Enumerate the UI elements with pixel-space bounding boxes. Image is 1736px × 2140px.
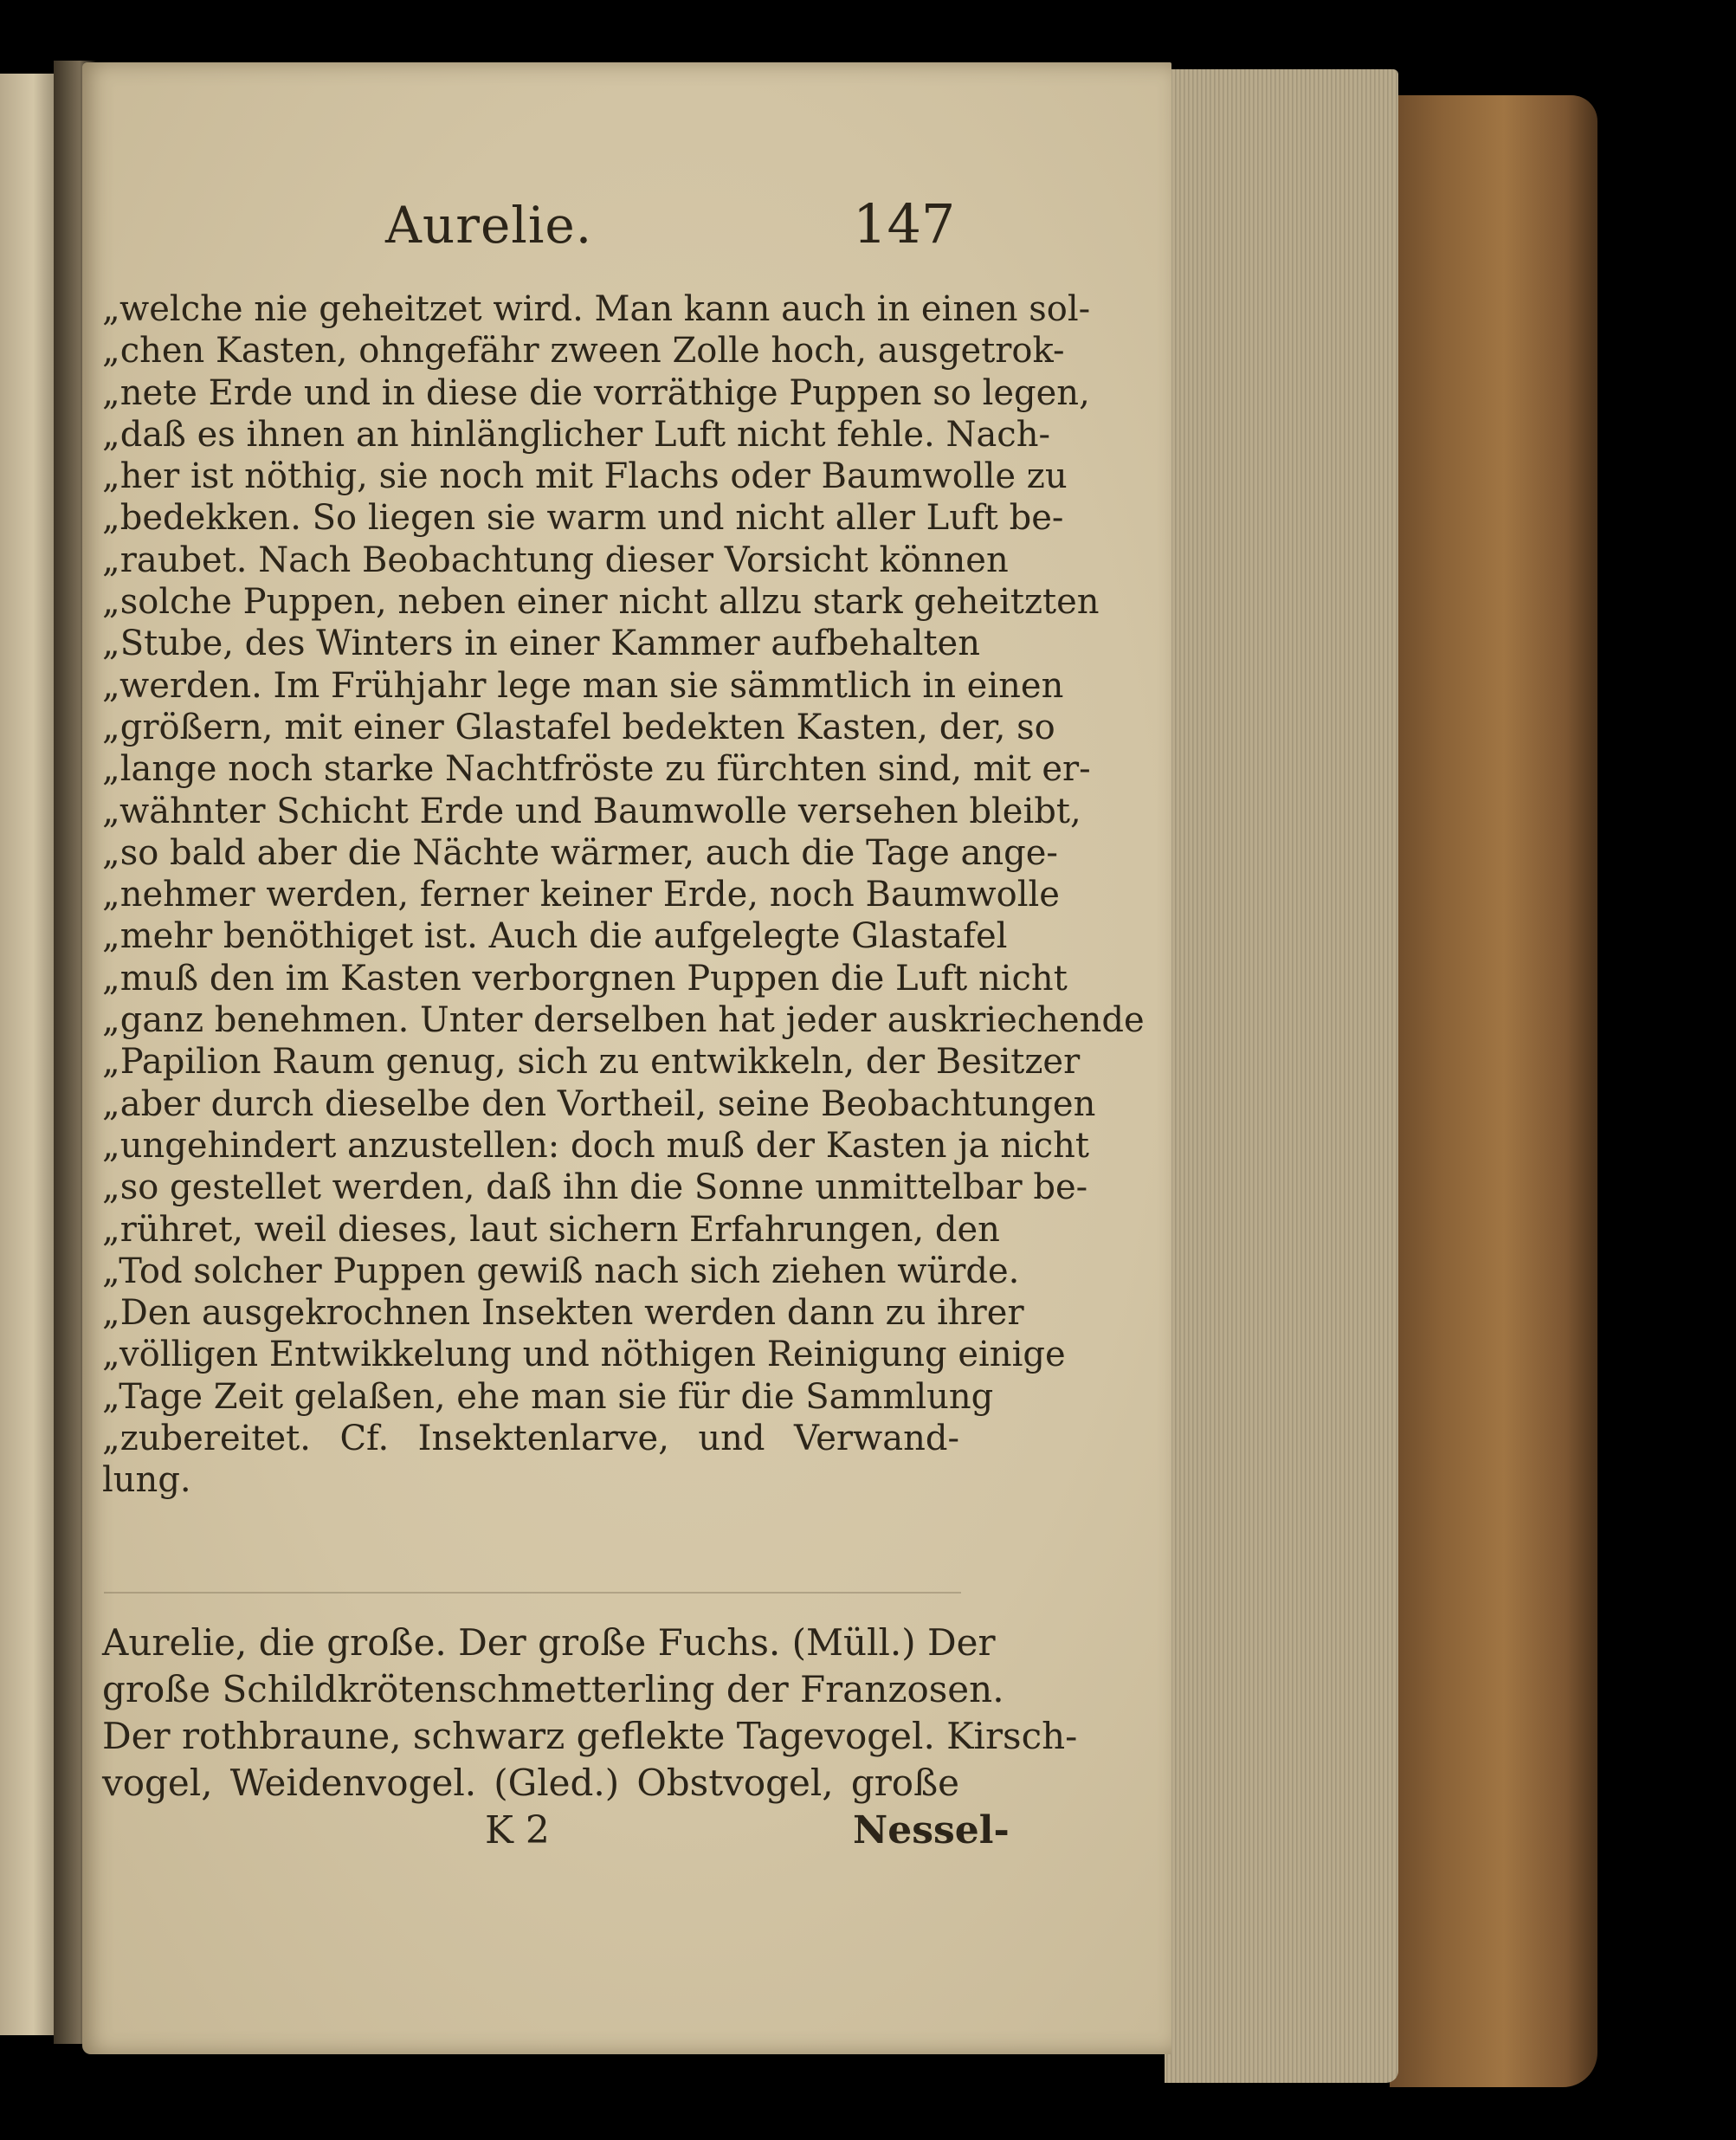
text-line: „daß es ihnen an hinlänglicher Luft nicht fehle. Nach- bbox=[102, 414, 1050, 455]
text-line: „so bald aber die Nächte wärmer, auch die Tage ange- bbox=[102, 832, 1058, 873]
text-line: „Den ausgekrochnen Insekten werden dann zu ihrer bbox=[102, 1293, 1024, 1334]
text-line: „nete Erde und in diese die vorräthige Puppen so legen, bbox=[102, 372, 1090, 413]
text-line: Aurelie, die große. Der große Fuchs. (Müll.) Der bbox=[102, 1621, 996, 1664]
text-line: „welche nie geheitzet wird. Man kann auch in einen sol- bbox=[102, 289, 1091, 329]
text-line: „chen Kasten, ohngefähr zween Zolle hoch, ausgetrok- bbox=[102, 331, 1065, 372]
text-line: Der rothbraune, schwarz geflekte Tagevogel. Kirsch- bbox=[102, 1715, 1078, 1757]
text-line: „völligen Entwikkelung und nöthigen Reinigung einige bbox=[102, 1335, 1066, 1375]
text-line: lung. bbox=[102, 1460, 191, 1501]
text-line: „zubereitet. Cf. Insektenlarve, und Verwand- bbox=[102, 1419, 959, 1459]
text-line: große Schildkrötenschmetterling der Franzosen. bbox=[102, 1668, 1004, 1710]
page-edges bbox=[1165, 69, 1398, 2083]
section-divider bbox=[104, 1592, 961, 1594]
text-line: „her ist nöthig, sie noch mit Flachs oder Baumwolle zu bbox=[102, 456, 1068, 497]
text-line: „größern, mit einer Glastafel bedekten Kasten, der, so bbox=[102, 707, 1055, 747]
text-line: „werden. Im Frühjahr lege man sie sämmtlich in einen bbox=[102, 665, 1064, 706]
running-head: Aurelie. bbox=[385, 196, 593, 255]
text-line: „Stube, des Winters in einer Kammer aufbehalten bbox=[102, 624, 980, 664]
text-line: „so gestellet werden, daß ihn die Sonne unmittelbar be- bbox=[102, 1167, 1088, 1208]
body-text bbox=[102, 288, 1145, 1502]
text-line: „solche Puppen, neben einer nicht allzu stark geheitzten bbox=[102, 582, 1100, 623]
text-line: „wähnter Schicht Erde und Baumwolle versehen bleibt, bbox=[102, 791, 1081, 831]
text-line: „ungehindert anzustellen: doch muß der Kasten ja nicht bbox=[102, 1125, 1089, 1166]
text-line: „bedekken. So liegen sie warm und nicht aller Luft be- bbox=[102, 498, 1064, 539]
text-line: „muß den im Kasten verborgnen Puppen die Luft nicht bbox=[102, 958, 1068, 999]
text-line: vogel, Weidenvogel. (Gled.) Obstvogel, große bbox=[102, 1762, 959, 1804]
text-line: „raubet. Nach Beobachtung dieser Vorsicht können bbox=[102, 540, 1009, 580]
text-line: „Papilion Raum genug, sich zu entwikkeln, der Besitzer bbox=[102, 1042, 1081, 1083]
text-line: „rühret, weil dieses, laut sichern Erfahrungen, den bbox=[102, 1209, 1000, 1250]
text-line: „mehr benöthiget ist. Auch die aufgelegte Glastafel bbox=[102, 916, 1008, 957]
catchword: Nessel- bbox=[853, 1808, 1010, 1852]
facing-page-edge bbox=[0, 74, 61, 2035]
text-line: „ganz benehmen. Unter derselben hat jeder auskriechende bbox=[102, 1000, 1145, 1041]
dictionary-entry bbox=[102, 1620, 1078, 1807]
text-line: „aber durch dieselbe den Vortheil, seine Beobachtungen bbox=[102, 1083, 1096, 1124]
text-line: „nehmer werden, ferner keiner Erde, noch Baumwolle bbox=[102, 875, 1060, 915]
page-number: 147 bbox=[853, 192, 956, 255]
text-line: „Tage Zeit gelaßen, ehe man sie für die Sammlung bbox=[102, 1376, 994, 1417]
signature-mark: K 2 bbox=[485, 1808, 550, 1852]
text-line: „Tod solcher Puppen gewiß nach sich ziehen würde. bbox=[102, 1251, 1020, 1291]
text-line: „lange noch starke Nachtfröste zu fürchten sind, mit er- bbox=[102, 749, 1091, 790]
book-cover bbox=[1390, 95, 1597, 2087]
